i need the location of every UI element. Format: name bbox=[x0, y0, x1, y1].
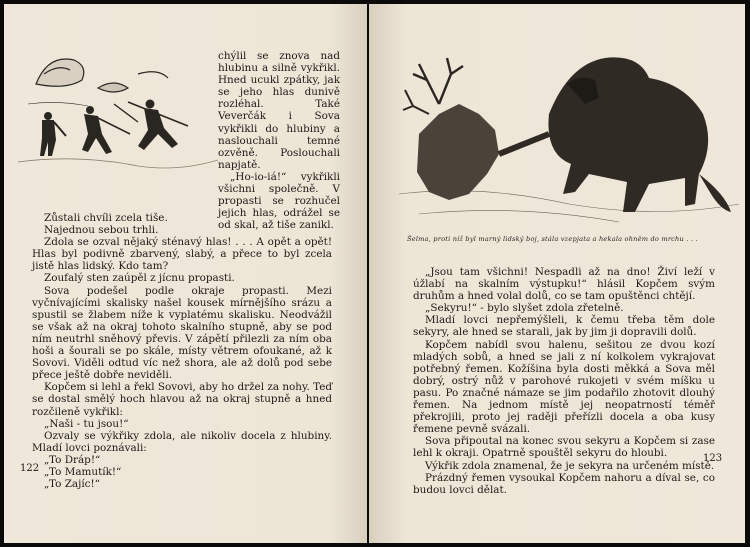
paragraph: Najednou sebou trhli. bbox=[44, 224, 159, 237]
paragraph: Sova podešel podle okraje propasti. Mezi vyčnívajícími skalisky našel kousek mírnějšího srázu a spustil se žlabem níže k vyplatému skalisku. Neodvážil se však až na okraj tohoto skalního stupně, aby se pod ním neutrhl sněhový převis. V zápětí přilezli za ním oba hoši a šourali se po skále, místy větrem ofoukané, až k Sovovi. Viděli odtud víc než shora, ale až dolů pod sebe přece ještě dobře neviděli. bbox=[32, 284, 332, 382]
page-number: 123 bbox=[703, 453, 723, 464]
hunters-illustration bbox=[18, 44, 218, 184]
paragraph: Prázdný řemen vysoukal Kopčem nahoru a díval se, co budou lovci dělat. bbox=[413, 471, 715, 496]
page-number: 122 bbox=[20, 463, 40, 474]
paragraph: „Jsou tam všichni! Nespadli až na dno! Živí leží v úžlabí na skalním výstupku!“ hlásil Kopčem svým druhům a hned volal dolů, co se tam opuštěnci chtějí. bbox=[413, 266, 715, 303]
lion-and-deer-illustration bbox=[399, 44, 739, 234]
paragraph: Sova připoutal na konec svou sekyru a Kopčem si zase lehl k okraji. Opatrně spouštěl sekyru do hloubi. bbox=[413, 435, 715, 460]
paragraph: Kopčem nabídl svou halenu, sešitou ze dvou kozí mladých sobů, a hned se jali z ní kolkolem vykrajovat potřebný řemen. Kožíšina byla dosti měkká a Sova měl dobrý, ostrý nůž v parohové rukojeti v svém míšku u pasu. Po značné námaze se jim podařilo zhotovit dlouhý řemen. Na jednom místě jej neopatrností téměř překrojili, proto jej raději přeřízli docela a oba kusy řemene pevně svázali. bbox=[413, 338, 715, 436]
paragraph: „To Mamutík!“ bbox=[44, 465, 122, 478]
paragraph: „Naši - tu jsou!“ bbox=[44, 417, 129, 430]
paragraph: „To Zajíc!“ bbox=[44, 478, 100, 491]
paragraph: Ozvaly se výkřiky zdola, ale nikoliv docela z hlubiny. Mladí lovci poznávali: bbox=[32, 429, 332, 454]
paragraph: chýlil se znova nad hlubinu a silně vykřikl. Hned ucukl zpátky, jak se jeho hlas dunivě rozléhal. Také Veverčák i Sova vykřikli do hlubiny a naslouchali temné ozvěně. Poslouchali napjatě. bbox=[218, 50, 340, 171]
paragraph: „Ho-io-iá!“ vykřikli všichni společně. V propasti se rozhučel jejich hlas, odrážel se od skal, až tiše zanikl. bbox=[218, 170, 340, 232]
left-page bbox=[4, 4, 367, 543]
right-column-text bbox=[218, 50, 340, 231]
paragraph: Zůstali chvíli zcela tiše. bbox=[44, 212, 168, 224]
paragraph: Zoufalý sten zaúpěl z jícnu propasti. bbox=[44, 272, 235, 285]
paragraph: „Sekyru!“ - bylo slyšet zdola zřetelně. bbox=[425, 302, 624, 315]
paragraph: Zdola se ozval nějaký sténavý hlas! . . . A opět a opět! Hlas byl podivně zbarvený, slabý, a přece to byl zcela jistě hlas lidský. Kdo tam? bbox=[32, 236, 332, 273]
illustration-caption: Šelma, proti níž byl marný lidský boj, stála vzepjata a hekala ohněm do mrchu . . . bbox=[407, 235, 698, 243]
paragraph: Mladí lovci nepřemýšleli, k čemu třeba těm dole sekyry, ale hned se starali, jak by jim ji dopravili dolů. bbox=[413, 314, 715, 339]
paragraph: Kopčem si lehl a řekl Sovovi, aby ho držel za nohy. Teď se dostal smělý hoch hlavou až na okraj stupně a hned rozčileně vykřikl: bbox=[32, 381, 332, 418]
body-text bbox=[413, 266, 715, 496]
body-text bbox=[32, 212, 332, 490]
paragraph: „To Dráp!“ bbox=[44, 453, 101, 466]
right-page bbox=[369, 4, 745, 543]
paragraph: Výkřik zdola znamenal, že je sekyra na určeném místě. bbox=[425, 459, 715, 472]
